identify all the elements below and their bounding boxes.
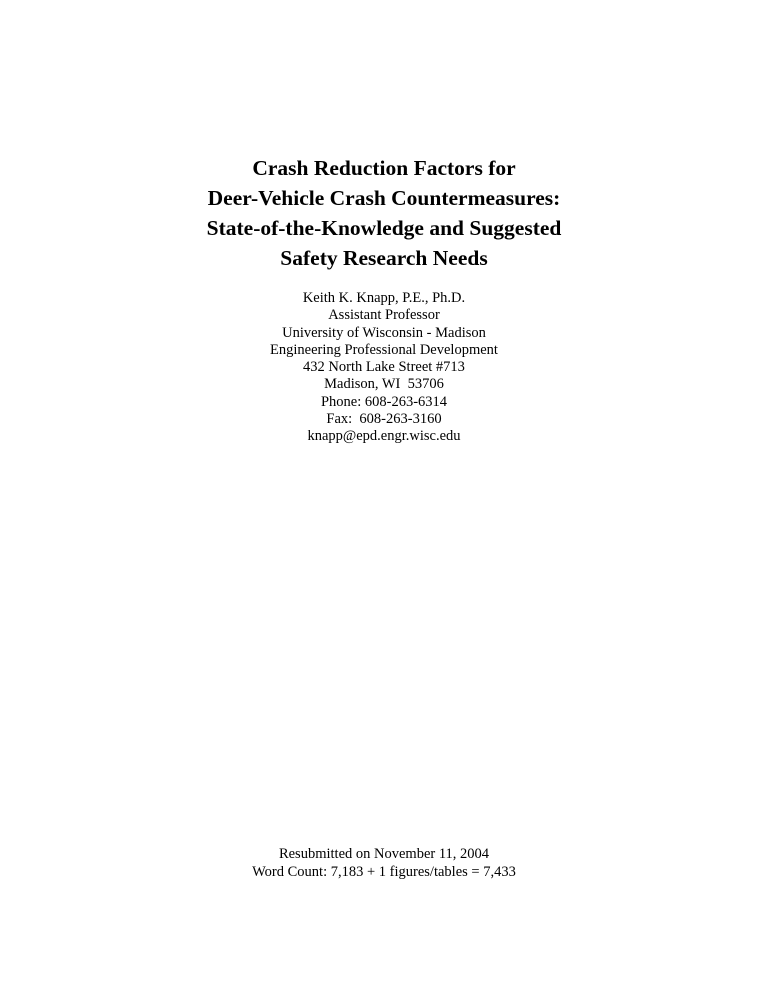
paper-title bbox=[0, 153, 768, 273]
author-info bbox=[0, 290, 768, 446]
author-department: Engineering Professional Development bbox=[270, 341, 498, 358]
author-email: knapp@epd.engr.wisc.edu bbox=[307, 428, 461, 445]
resubmitted-date: Resubmitted on November 11, 2004 bbox=[278, 846, 490, 862]
word-count: Word Count: 7,183 + 1 figures/tables = 7,433 bbox=[252, 863, 516, 880]
submission-info bbox=[0, 846, 768, 881]
title-line: State-of-the-Knowledge and Suggested bbox=[206, 216, 562, 240]
title-line: Safety Research Needs bbox=[280, 246, 488, 270]
author-fax: Fax: 608-263-3160 bbox=[326, 411, 442, 428]
author-name: Keith K. Knapp, P.E., Ph.D. bbox=[302, 290, 466, 306]
author-university: University of Wisconsin - Madison bbox=[282, 324, 486, 341]
title-line: Crash Reduction Factors for bbox=[252, 156, 516, 180]
author-street: 432 North Lake Street #713 bbox=[303, 359, 465, 376]
title-line: Deer-Vehicle Crash Countermeasures: bbox=[207, 186, 561, 210]
author-phone: Phone: 608-263-6314 bbox=[320, 393, 448, 410]
author-position: Assistant Professor bbox=[328, 307, 440, 324]
author-city: Madison, WI 53706 bbox=[324, 376, 444, 393]
